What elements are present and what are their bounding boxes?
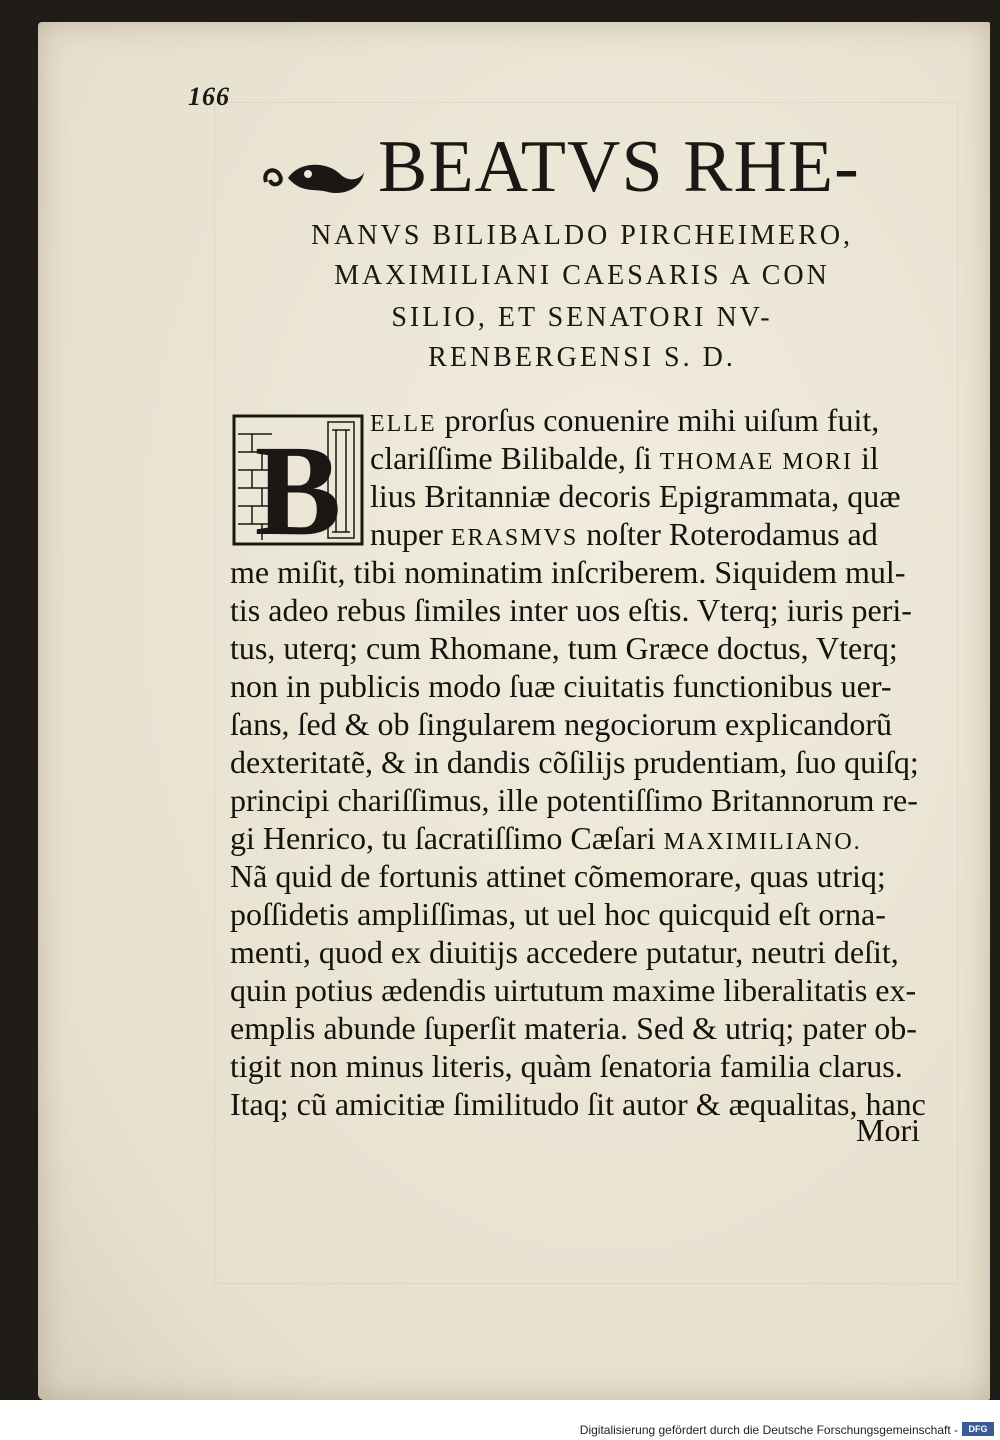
heading-line-4: SILIO, ET SENATORI NV- [391, 302, 773, 333]
text-line: Itaq; cũ amicitiæ ſimilitudo ſit autor & æqualitas, hanc [230, 1086, 926, 1122]
text-line: tis adeo rebus ſimiles inter uos eſtis. Vterq; iuris peri- [230, 592, 912, 628]
heading-line-2: NANVS BILIBALDO PIRCHEIMERO, [310, 220, 854, 251]
catchword: Mori [856, 1112, 920, 1148]
text-line: nuper ERASMVS noſter Roterodamus ad [370, 516, 878, 552]
text-line: tus, uterq; cum Rhomane, tum Græce doctus, Vterq; [230, 630, 898, 666]
text-line: Nã quid de fortunis attinet cõmemorare, quas utriq; [230, 858, 886, 894]
fleuron-ornament [258, 148, 368, 204]
text-line: clariſſime Bilibalde, ſi THOMAE MORI il [370, 440, 879, 476]
text-line: me miſit, tibi nominatim inſcriberem. Siquidem mul- [230, 554, 906, 590]
funding-notice: Digitalisierung gefördert durch die Deutsche Forschungsgemeinschaft - [579, 1423, 958, 1437]
heading-line-1: BEATVS RHE- [378, 126, 860, 208]
dfg-logo: DFG [962, 1422, 994, 1436]
decorated-initial [232, 414, 364, 546]
text-line: menti, quod ex diuitijs accedere putatur, neutri deſit, [230, 934, 899, 970]
text-line: non in publicis modo ſuæ ciuitatis functionibus uer- [230, 668, 892, 704]
text-line: quin potius ædendis uirtutum maxime liberalitatis ex- [230, 972, 917, 1008]
text-line: gi Henrico, tu ſacratiſſimo Cæſari MAXIMILIANO. [230, 820, 862, 856]
heading-line-3: MAXIMILIANI CAESARIS A CON [334, 260, 830, 291]
page-number: 166 [188, 82, 230, 111]
text-line: ſans, ſed & ob ſingularem negociorum explicandorũ [230, 706, 893, 742]
text-line: ELLE prorſus conuenire mihi uiſum fuit, [370, 402, 880, 438]
text-line: emplis abunde ſuperſit materia. Sed & utriq; pater ob- [230, 1010, 917, 1046]
text-line: dexteritatẽ, & in dandis cõſilijs prudentiam, ſuo quiſq; [230, 744, 919, 780]
text-line: lius Britanniæ decoris Epigrammata, quæ [370, 478, 901, 514]
heading-line-5: RENBERGENSI S. D. [428, 342, 736, 373]
text-line: principi chariſſimus, ille potentiſſimo Britannorum re- [230, 782, 918, 818]
text-line: poſſidetis ampliſſimas, ut uel hoc quicquid eſt orna- [230, 896, 886, 932]
initial-letter: B [254, 419, 342, 546]
text-line: tigit non minus literis, quàm ſenatoria familia clarus. [230, 1048, 903, 1084]
